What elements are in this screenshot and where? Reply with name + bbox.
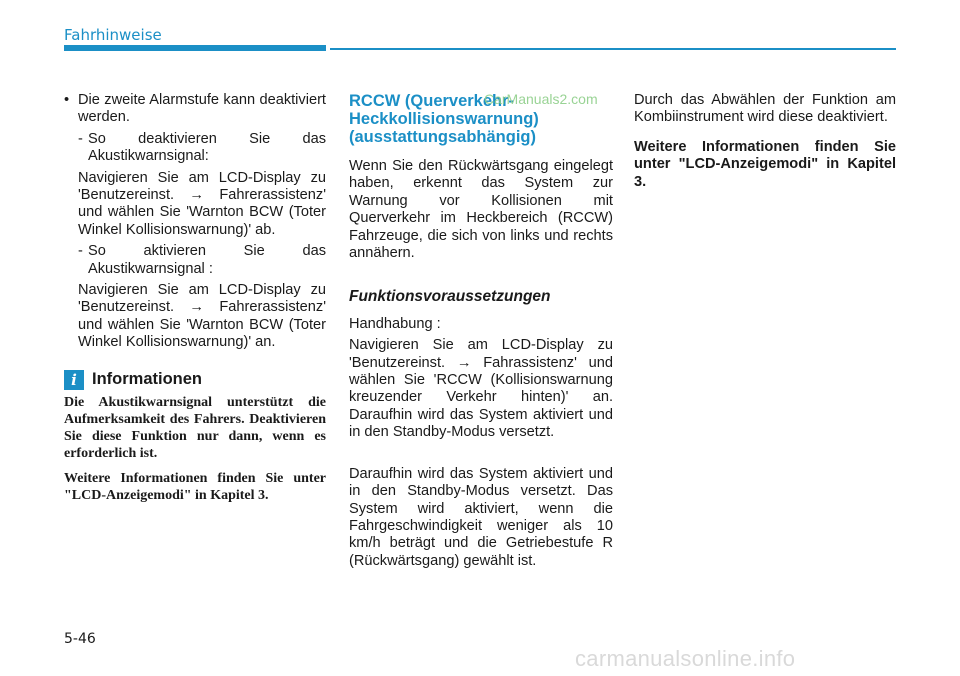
dash-item [78, 243, 326, 278]
paragraph: Navigieren Sie am LCD-Display zu 'Benutzereinst. → Fahrerassistenz' und wählen Sie 'Warnton BCW (Toter Winkel Kollisionswarnung)' ab. [78, 169, 326, 238]
header-bar-thick [64, 45, 326, 51]
bullet-dot: • [64, 92, 70, 108]
footer-watermark: carmanualsonline.info [575, 646, 796, 671]
dash-text: So aktivieren Sie das Akustikwarnsignal : [88, 243, 326, 277]
info-paragraph: Die Akustikwarnsignal unterstützt die Aufmerksamkeit des Fahrers. Deaktivieren Sie diese Funktion nur dann, wenn es erforderlich ist. [64, 394, 326, 461]
reference-paragraph: Weitere Informationen finden Sie unter "LCD-Anzeigemodi" in Kapitel 3. [634, 138, 896, 190]
column-middle [349, 92, 613, 574]
section-header-title: Fahrhinweise [64, 26, 162, 44]
subsection-title: Funktionsvoraussetzungen [349, 288, 551, 306]
paragraph: Handhabung : [349, 315, 441, 332]
dash-text: So deaktivieren Sie das Akustikwarnsignal: [88, 130, 326, 165]
dash-mark: - [78, 243, 83, 260]
bullet-text: Die zweite Alarmstufe kann deaktiviert werden. [78, 92, 326, 126]
page-number: 5-46 [64, 631, 96, 647]
info-paragraph: Weitere Informationen finden Sie unter "LCD-Anzeigemodi" in Kapitel 3. [64, 470, 326, 503]
column-right [634, 92, 896, 195]
dash-mark: - [78, 130, 83, 147]
info-header [64, 370, 326, 390]
paragraph: Daraufhin wird das System aktiviert und in den Standby-Modus versetzt. Das System wird aktiviert, wenn die Fahrgeschwindigkeit weniger als 10 km/h beträgt und die Getriebestufe R (Rückwärtsgang) gewählt ist. [349, 465, 613, 569]
bullet-item [64, 92, 326, 127]
column-left [64, 92, 326, 512]
info-icon: i [64, 370, 84, 390]
section-title: RCCW (Querverkehr-Heckkollisionswarnung) (ausstattungsabhängig) [349, 92, 539, 146]
paragraph: Navigieren Sie am LCD-Display zu 'Benutzereinst. → Fahrerassistenz' und wählen Sie 'Warnton BCW (Toter Winkel Kollisionswarnung)' an. [78, 282, 326, 351]
paragraph: Navigieren Sie am LCD-Display zu 'Benutzereinst. → Fahrassistenz' und wählen Sie 'RCCW (Kollisionswarnung kreuzender Verkehr hinten)' an. Daraufhin wird das System aktiviert und in den Standby-Modus versetzt. [349, 337, 613, 441]
paragraph: Durch das Abwählen der Funktion am Kombiinstrument wird diese deaktiviert. [634, 92, 896, 126]
watermark-logo: CarManuals2.com [484, 91, 598, 107]
paragraph: Wenn Sie den Rückwärtsgang eingelegt haben, erkennt das System zur Warnung vor Kollisionen mit Querverkehr im Heckbereich (RCCW) Fahrzeuge, die sich von links und rechts annähern. [349, 158, 613, 262]
header-bar-thin [330, 48, 896, 50]
dash-item [78, 131, 326, 166]
info-title: Informationen [92, 369, 202, 388]
